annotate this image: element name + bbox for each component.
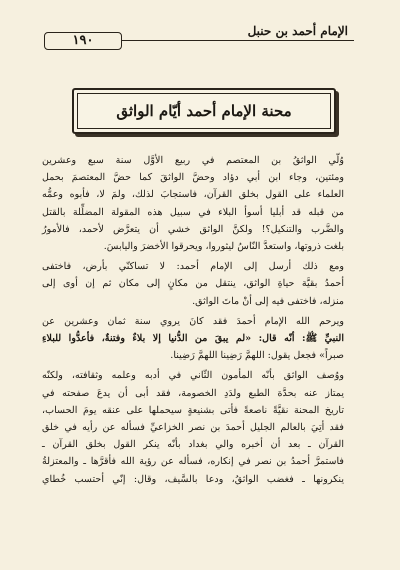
text-line: أحمدُ بقيَّة حياةِ الواثق، ينتقل من مكانٍ إلى مكان ثم إن أوى إلى [42,278,344,290]
text-line: تاريخ المحنة نقيَّةً ناصعةً فأتى بشنيعةٍ سيحملها على عنقه يومَ الحساب، [42,404,344,416]
paragraph-2 [42,258,356,310]
text-line: يمتاز عنه بحدَّة الطبع ولدَدِ الخصومة، فقد أبى أن يدعَ صفحته في [42,387,344,399]
text-line: القرآن ـ بعد أن أخبره والي بغداد بأنّه ينكر القول بخلق القرآن ـ [42,439,344,451]
page-header [0,14,400,54]
running-title: الإمام أحمد بن حنبل [247,24,348,38]
paragraph-1 [42,152,356,255]
paragraph-4 [42,367,356,487]
text-line: منزله، فاختفى فيه إلى أنْ ماتَ الواثق. [192,295,344,307]
text-line: والضَّرب والتنكيل؟! ولكنَّ الواثق خشي أن يتعرَّض لأحمد، فالأمورُ [42,223,344,235]
text-line: العلماء على القول بخلق القرآن، فاستجابَ لذلك، ولمَ لا، فأبوه وعمُّه [42,189,344,201]
paragraph-3 [42,313,356,365]
text-line: ينكرونها ـ فغضب الواثقُ، ودعا بالسَّيف، وقال: إنّي أحتسب خُطاي [42,473,344,485]
text-line: فقد أتِيَ بالعالم الجليل أحمدَ بن نصر الخزاعيِّ فسأله عن رأيه في خلق [42,422,344,434]
text-line: ومئتين، وجاء ابن أبي دؤاد وحضَّ الواثقَ كما حضَّ المعتصمَ بحمل [42,172,344,184]
chapter-title: محنة الإمام أحمد أيّام الواثق [116,102,292,120]
page-number: ١٩٠ [44,32,122,50]
text-line: صبراً» فجعل يقول: اللهمَّ رَضِينا اللهمَّ رَضِينا. [170,350,344,362]
text-line: ومع ذلك أرسل إلى الإمام أحمد: لا تساكنّي بأرض، فاختفى [42,261,344,273]
hadith-line: النبيِّ ﷺ: أنّه قال: «لم يبقَ من الدُّنيا إلا بلاءٌ وفتنةٌ، فأعدُّوا للبلاءِ [42,333,344,345]
header-rule [122,40,354,41]
text-line: بلغت ذروتها، واستعدَّ النّاسُ ليثوروا، ويحرقوا الأخضرَ واليابسَ. [103,241,344,253]
text-line: من قبله قد أبليا أسوأ البلاء في سبيل هذه المقولة المضلِّلة بالقتل [42,206,344,218]
body-text [42,152,356,491]
text-line: ووُصف الواثق بأنّه المأمون الثّاني في أدبه وعلمه وثقافته، ولكنّه [42,370,344,382]
text-line: فاستمرَّ أحمدُ بن نصر في إنكاره، فسأله عن رؤية الله فأقرَّها ـ والمعتزلةُ [42,456,344,468]
text-line: وُلّي الواثقُ بن المعتصم في ربيع الأوَّل سنة سبع وعشرين [42,155,344,166]
text-line: ويرحم الله الإمام أحمدَ فقد كانَ يروي سنة ثمان وعشرين عن [42,315,344,327]
chapter-title-frame [72,88,336,134]
